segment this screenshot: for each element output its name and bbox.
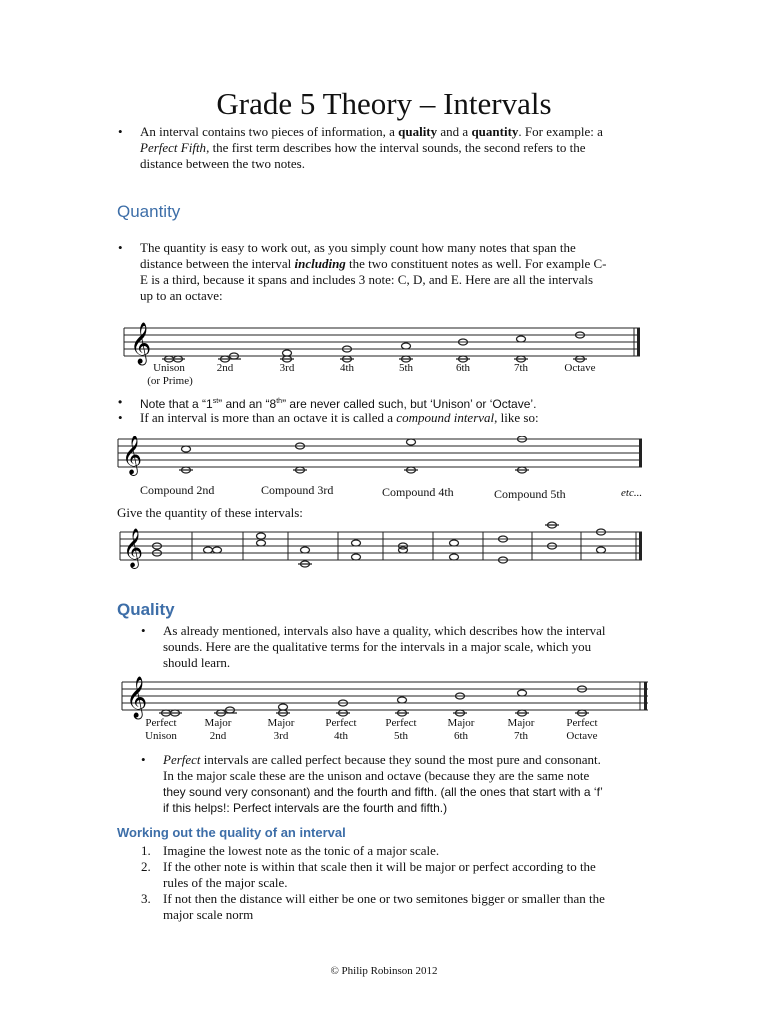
quality-label: Major 7th [507, 717, 535, 742]
quality-label: Major 3rd [267, 717, 295, 742]
bullet-icon: • [118, 410, 123, 425]
exercise-prompt: Give the quantity of these intervals: [117, 505, 303, 520]
treble-clef-icon: 𝄞 [126, 677, 148, 718]
interval-label: 2nd [216, 362, 234, 374]
bullet-icon: • [141, 752, 146, 767]
treble-clef-icon: 𝄞 [122, 436, 143, 475]
step-item: 3. If not then the distance will either be one or two semitones bigger or smaller than the major scale norm [141, 891, 605, 922]
unison-alt-label: (or Prime) [147, 375, 193, 387]
intro-bullet: • An interval contains two pieces of information, a quality and a quantity. For example: a Perfect Fifth, the first term describes how the interval sounds, the second refers to the distance between the two notes. [118, 124, 603, 171]
bullet-icon: • [118, 124, 123, 139]
compound-label: Compound 5th [494, 487, 566, 501]
treble-clef-icon: 𝄞 [130, 323, 152, 364]
perfect-bullet: • Perfect intervals are called perfect because they sound the most pure and consonant. In the major scale these are the unison and octave (because they are the same note they sound very consonant) and the fourth and fifth. (all the ones that start with a ‘f’ if this helps!: Perfect intervals are the fourth and fifth.) [141, 752, 603, 815]
quality-label: Perfect Unison [145, 717, 177, 742]
compound-bullet: • If an interval is more than an octave it is called a compound interval, like so: [118, 410, 539, 425]
compound-staff [116, 436, 646, 476]
quality-staff [120, 676, 652, 722]
interval-label: 7th [513, 362, 529, 374]
interval-label: 3rd [279, 362, 295, 374]
interval-label: Octave [564, 362, 596, 374]
step-item: 2. If the other note is within that scale then it will be major or perfect according to the rules of the major scale. [141, 859, 596, 890]
interval-label: 6th [455, 362, 471, 374]
bullet-icon: • [141, 623, 146, 638]
quality-label: Major 2nd [204, 717, 232, 742]
quantity-bullet: • The quantity is easy to work out, as you simply count how many notes that span the distance between the interval including the two constituent notes as well. For example C- E is a third, because it spans and includes 3 note: C, D, and E. Here are all the intervals up to an octave: [118, 240, 607, 303]
unison-note-bullet: • Note that a “1st” and an “8th” are never called such, but ‘Unison’ or ‘Octave’. [118, 395, 537, 411]
compound-label: Compound 3rd [261, 483, 334, 497]
bullet-icon: • [118, 240, 123, 255]
interval-label: 4th [339, 362, 355, 374]
quality-label: Major 6th [447, 717, 475, 742]
quality-label: Perfect Octave [566, 717, 598, 742]
interval-label: Unison [153, 362, 185, 374]
page-title: Grade 5 Theory – Intervals [216, 86, 552, 121]
bullet-icon: • [118, 395, 123, 409]
quality-label: Perfect 5th [385, 717, 417, 742]
quality-bullet: • As already mentioned, intervals also have a quality, which describes how the interval sounds. Here are the qualitative terms for the intervals in a major scale, which you should learn. [141, 623, 606, 670]
compound-label: Compound 4th [382, 485, 454, 499]
quality-label: Perfect 4th [325, 717, 357, 742]
interval-label: 5th [398, 362, 414, 374]
steps-list [141, 843, 663, 923]
compound-label: Compound 2nd [140, 483, 215, 497]
quality-heading: Quality [117, 600, 175, 619]
quantity-heading: Quantity [117, 202, 181, 221]
exercise-staff [118, 520, 648, 570]
footer: © Philip Robinson 2012 [330, 965, 438, 977]
compound-etc: etc... [621, 487, 643, 499]
treble-clef-icon: 𝄞 [123, 528, 144, 568]
working-heading: Working out the quality of an interval [117, 825, 346, 840]
step-item: 1. Imagine the lowest note as the tonic of a major scale. [141, 843, 440, 858]
